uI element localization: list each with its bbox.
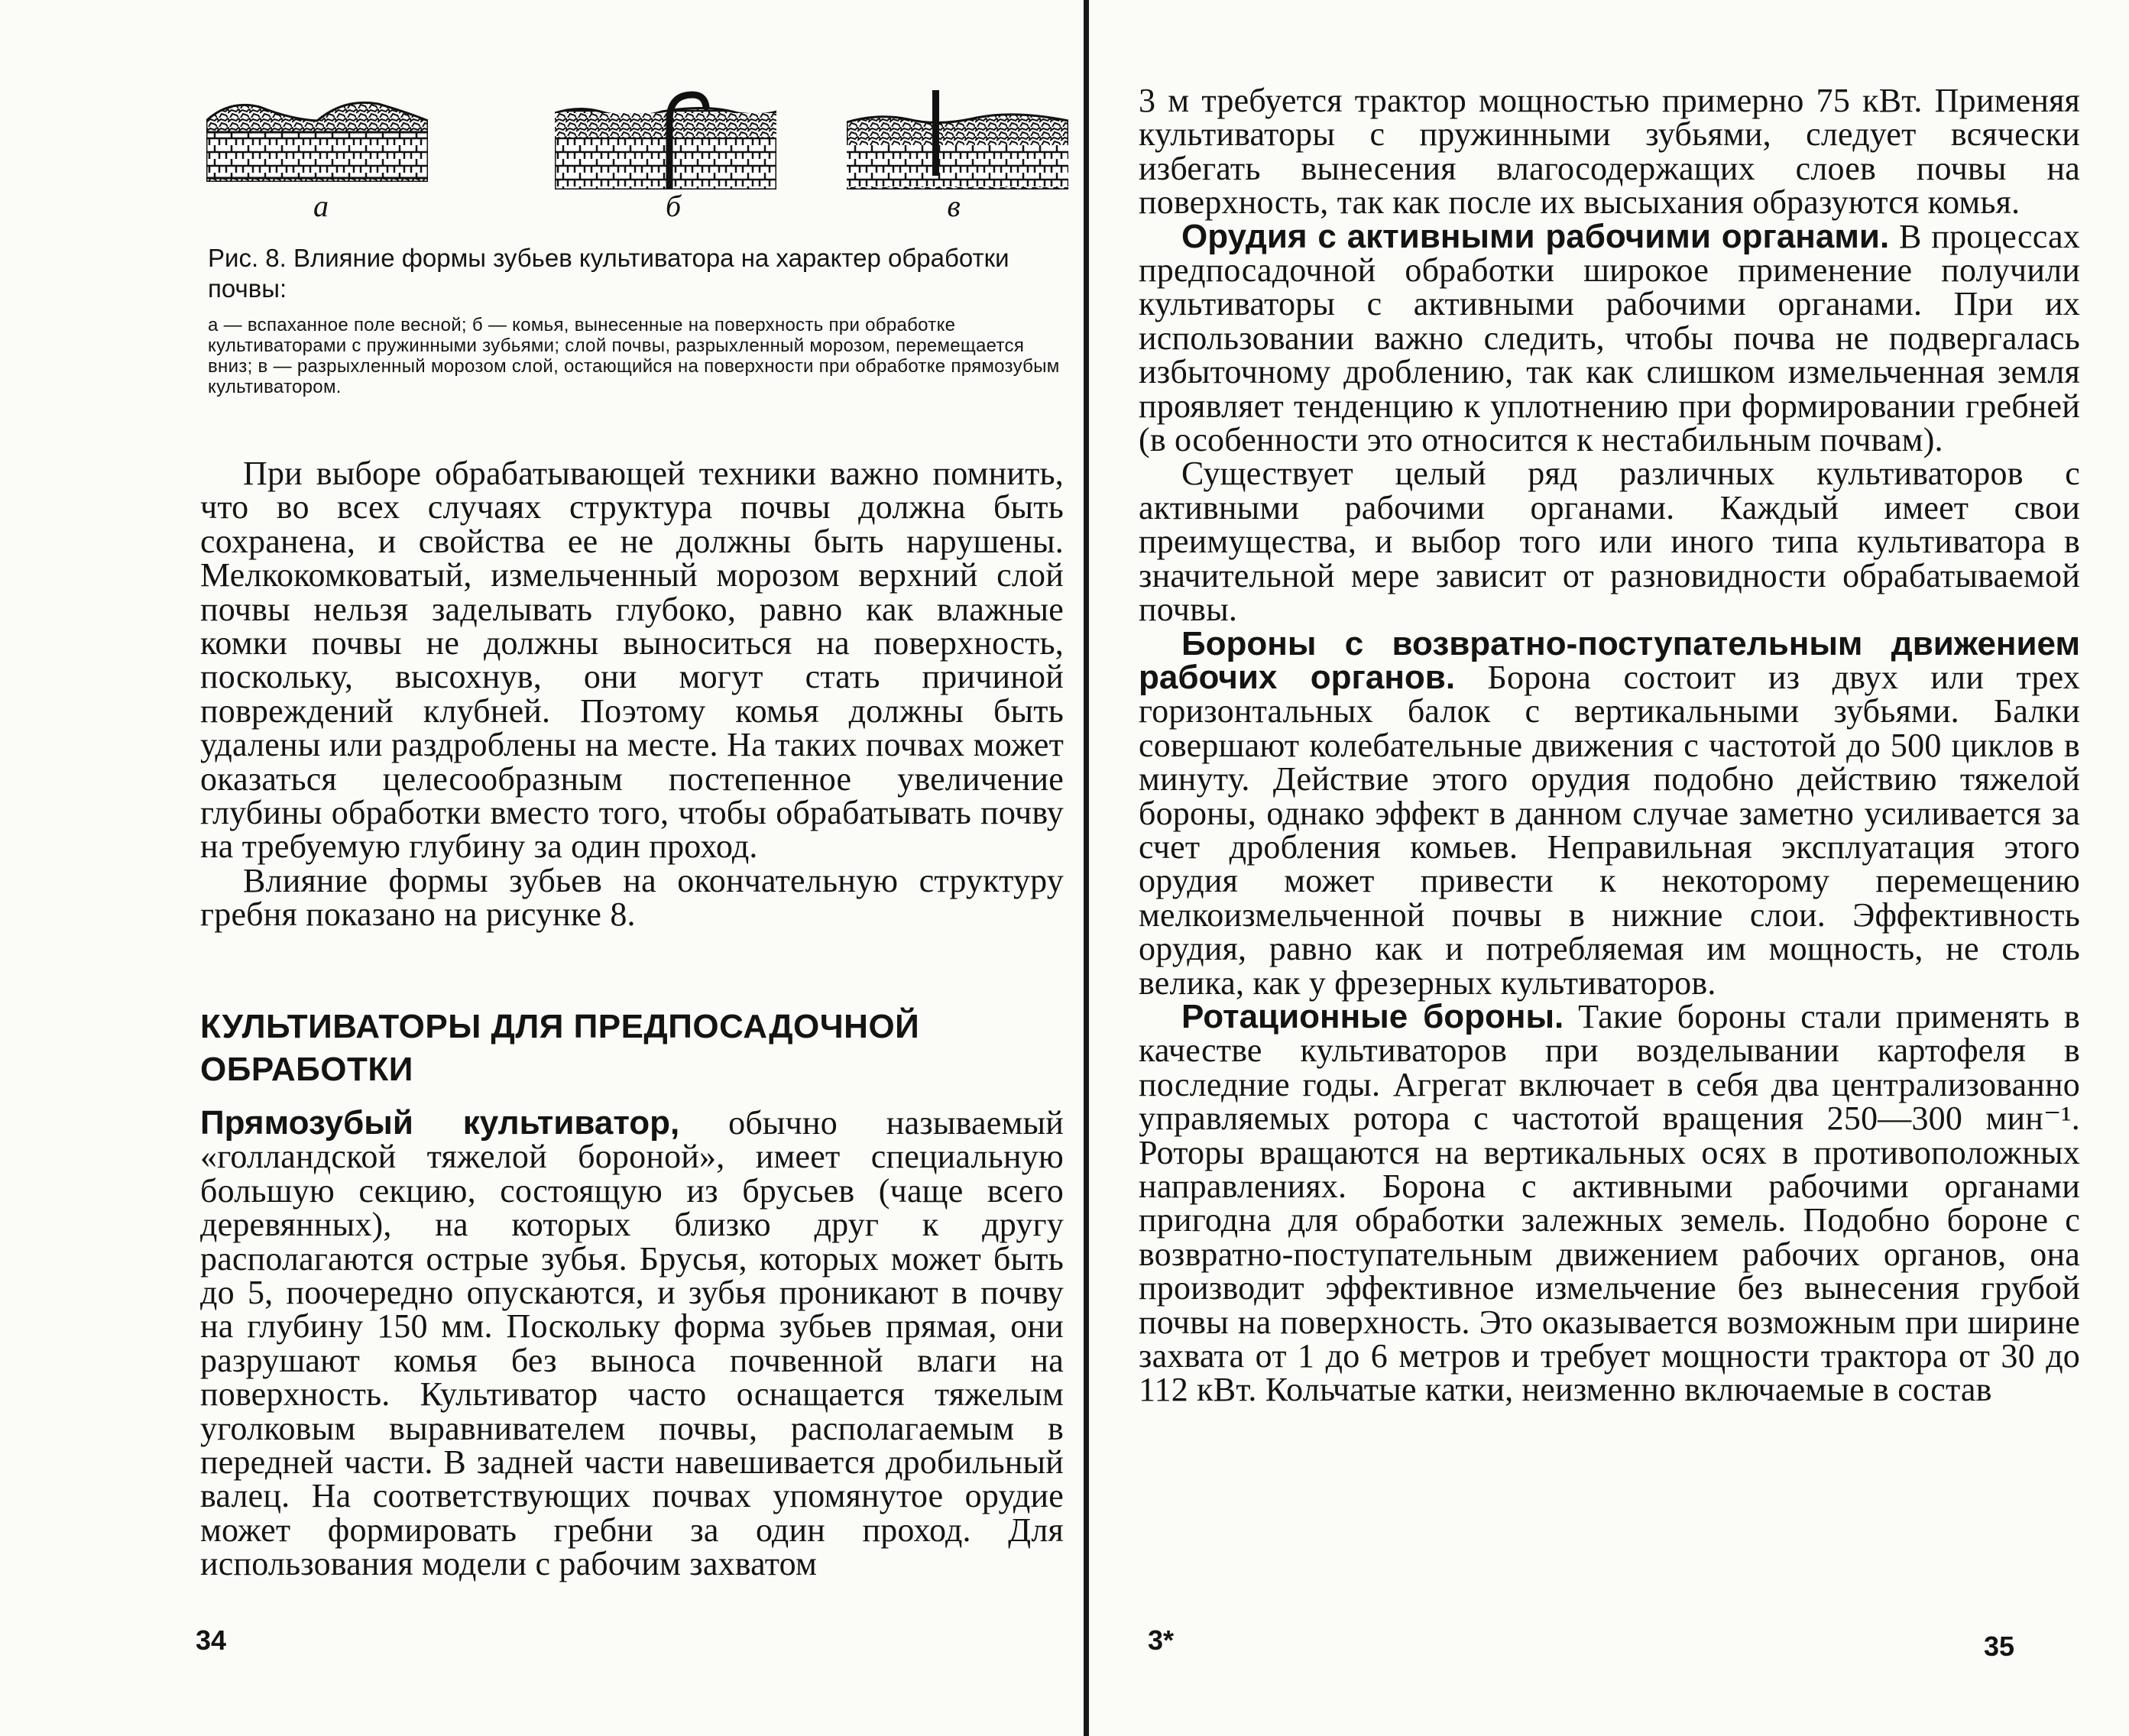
straight-tine-illustration [847,90,1068,189]
paragraph [1139,997,2080,1409]
page-number: 34 [196,1624,227,1656]
page-gutter [1084,0,1089,1736]
caption-title: Рис. 8. Влияние формы зубьев культиватора на характер обработки почвы: [208,244,1009,303]
paragraph: Существует целый ряд различных культиваторов с активными рабочими органами. Каждый имеет свои преимущества, и выбор того или иного типа культиватора в значительной мере зависит от разновидности обрабатываемой почвы. [1139,455,2080,629]
paragraph-text: Борона состоит из двух или трех горизонтальных балок с вертикальными зубьями. Балки совершают колебательные движения с частотой до 500 циклов в минуту. Действие этого орудия подобно действию тяжелой бороны, однако эффект в данном случае заметно усиливается за счет дробления комьев. Неправильная эксплуатация этого орудия может привести к некоторому перемещению мелкоизмельченной почвы в нижние слои. Эффективность орудия, равно как и потребляемая им мощность, не столь велика, как у фрезерных культиваторов. [1139,658,2080,1002]
left-body-text-continued [200,1106,1064,1582]
figure-label-b: б [665,189,682,223]
paragraph [200,1106,1064,1582]
figure-c-straight-tine [847,90,1076,235]
paragraph: Влияние формы зубьев на окончательную структуру гребня показано на рисунке 8. [200,861,1064,934]
signature-mark: 3* [1148,1624,1175,1656]
page-number: 35 [1984,1631,2015,1662]
figure-8 [206,90,1077,235]
right-body-text [1139,84,2080,1407]
paragraph: 3 м требуется трактор мощностью примерно 75 кВт. Применяя культиваторы с пружинными зубьями, следует всячески избегать вынесения влагосодержащих слоев почвы на поверхность, так как после их высыхания образуются комья. [1139,82,2080,222]
paragraph-text: Такие бороны стали применять в качестве культиваторов при возделывании картофеля в последние годы. Агрегат включает в себя два централизованно управляемых ротора с частотой вращения 250—300 мин⁻¹. Роторы вращаются на вертикальных осях в противоположных направлениях. Борона с активными рабочими органами пригодна для обработки залежных земель. Подобно бороне с возвратно-поступательным движением рабочих органов, она производит эффективное измельчение без вынесения грубой почвы на поверхность. Это оказывается возможным при ширине захвата от 1 до 6 метров и требует мощности трактора от 30 до 112 кВт. Кольчатые катки, неизменно включаемые в состав [1139,997,2080,1409]
run-in-heading: Ротационные бороны. [1181,997,1564,1035]
figure-label-a: а [313,189,329,223]
figure-caption [208,243,1062,397]
section-heading: КУЛЬТИВАТОРЫ ДЛЯ ПРЕДПОСАДОЧНОЙ ОБРАБОТКИ [200,1008,920,1088]
paragraph-text: В процессах предпосадочной обработки широкое применение получили культиваторы с активными рабочими органами. При их использовании важно следить, чтобы почва не подвергалась избыточному дроблению, так как слишком измельченная земля проявляет тенденцию к уплотнению при формировании гребней (в особенности это относится к нестабильным почвам). [1139,217,2080,459]
run-in-heading: Бороны с возвратно-поступательным движением рабочих органов. [1139,624,2080,696]
paragraph [1139,217,2080,459]
left-body-text [200,457,1064,932]
spring-tine-illustration [555,90,776,189]
soil-ridges-illustration [206,90,428,182]
run-in-heading: Прямозубый культиватор, [200,1104,680,1142]
figure-b-spring-tine [555,90,784,235]
caption-legend: а — вспаханное поле весной; б — комья, вынесенные на поверхность при обработке культиваторами с пружинными зубьями; слой почвы, разрыхленный морозом, перемещается вниз; в — разрыхленный морозом слой, остающийся на поверхности при обработке прямозубым культиватором. [208,315,1060,397]
figure-label-c: в [947,189,961,223]
figure-a-plowed-field [206,90,436,235]
paragraph: При выборе обрабатывающей техники важно помнить, что во всех случаях структура почвы должна быть сохранена, и свойства ее не должны быть нарушены. Мелкокомковатый, измельченный морозом верхний слой почвы нельзя заделывать глубоко, равно как влажные комки почвы не должны выноситься на поверхность, поскольку, высохнув, они могут стать причиной повреждений клубней. Поэтому комья должны быть удалены или раздроблены на месте. На таких почвах может оказаться целесообразным постепенное увеличение глубины обработки вместо того, чтобы обрабатывать почву на требуемую глубину за один проход. [200,455,1064,866]
paragraph-text: обычно называемый «голландской тяжелой бороной», имеет специальную большую секцию, состоящую из брусьев (чаще всего деревянных), на которых близко друг к другу располагаются острые зубья. Брусья, которых может быть до 5, поочередно опускаются, и зубья проникают в почву на глубину 150 мм. Поскольку форма зубьев прямая, они разрушают комья без выноса почвенной влаги на поверхность. Культиватор часто оснащается тяжелым уголковым выравнивателем почвы, располагаемым в передней части. В задней части навешивается дробильный валец. На соответствующих почвах упомянутое орудие может формировать гребни за один проход. Для использования модели с рабочим захватом [200,1104,1064,1583]
right-page [1108,0,2129,1736]
run-in-heading: Орудия с активными рабочими органами. [1181,217,1890,255]
paragraph [1139,624,2080,1002]
